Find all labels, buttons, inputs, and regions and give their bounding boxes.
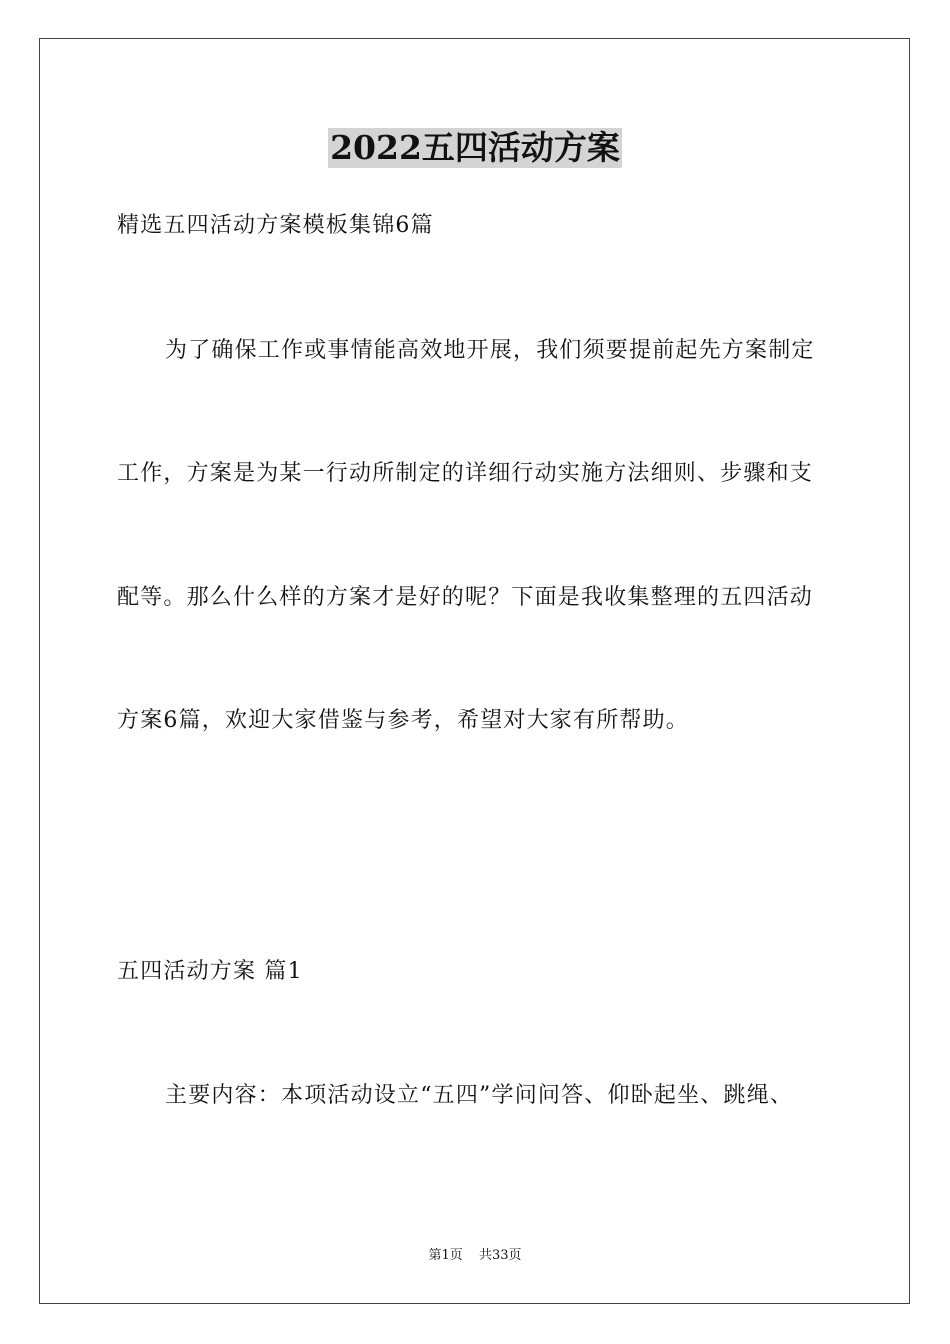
intro-line-3: 配等。那么什么样的方案才是好的呢？下面是我收集整理的五四活动: [117, 585, 814, 610]
page-footer: [0, 1247, 950, 1265]
page-number-current: 第1页: [428, 1248, 463, 1263]
document-subtitle: 精选五四活动方案模板集锦6篇: [117, 213, 434, 238]
section-heading: 五四活动方案 篇1: [117, 959, 303, 984]
page-number-total: 共33页: [478, 1248, 522, 1263]
title-container: [0, 128, 950, 168]
intro-line-1: 为了确保工作或事情能高效地开展，我们须要提前起先方案制定: [165, 338, 815, 363]
intro-line-4: 方案6篇，欢迎大家借鉴与参考，希望对大家有所帮助。: [117, 708, 689, 733]
intro-line-2: 工作，方案是为某一行动所制定的详细行动实施方法细则、步骤和支: [117, 461, 814, 486]
document-title: 2022五四活动方案: [330, 128, 620, 167]
section-paragraph-line-1: 主要内容：本项活动设立“五四”学问问答、仰卧起坐、跳绳、: [165, 1083, 794, 1108]
